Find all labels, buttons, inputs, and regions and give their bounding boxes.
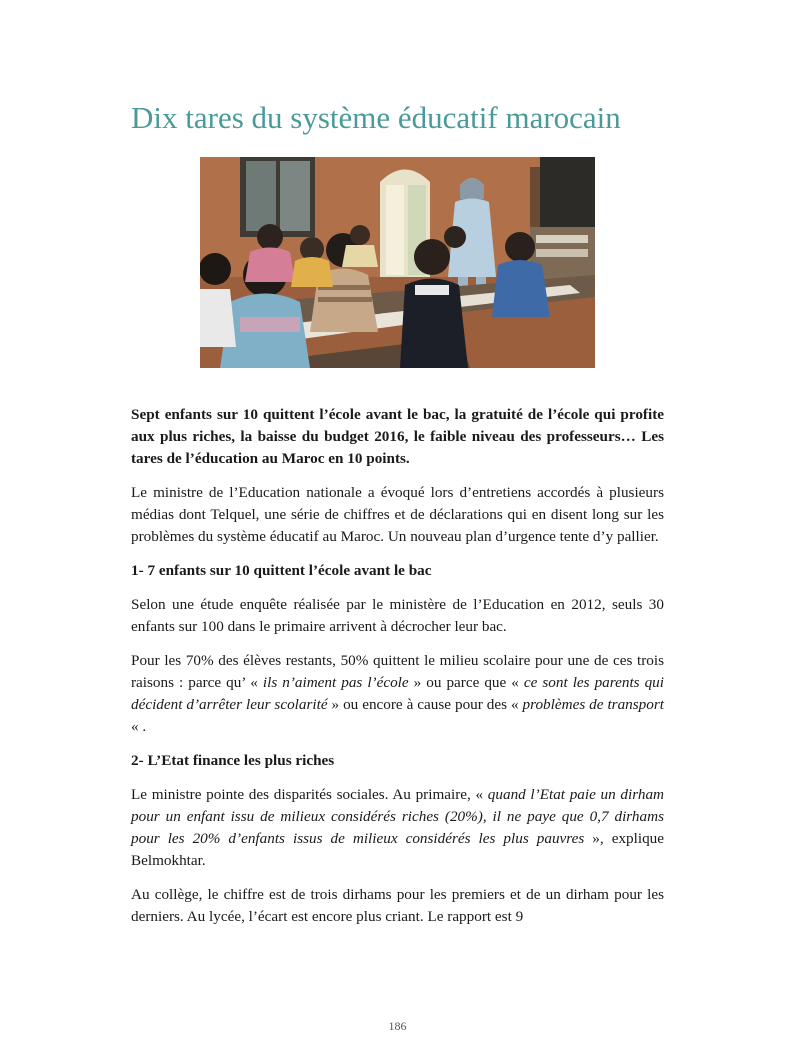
section2-paragraph-2: Au collège, le chiffre est de trois dirhams pour les premiers et de un dirham pour les derniers. Au lycée, l’écart est encore plus criant. Le rapport est 9 <box>131 886 664 925</box>
section1-paragraph-2 <box>131 650 664 738</box>
section1-paragraph-1: Selon une étude enquête réalisée par le ministère de l’Education en 2012, seuls 30 enfants sur 100 dans le primaire arrivent à décrocher leur bac. <box>131 596 664 635</box>
text-span: » ou encore à cause pour des « <box>327 696 523 713</box>
quote-span: ce sont les parents qui décident d’arrêter leur scolarité <box>131 674 664 713</box>
text-span: Pour les 70% des élèves restants, 50% quittent le milieu scolaire pour une de ces trois raisons : parce qu’ « <box>131 652 664 691</box>
quote-span: quand l’Etat paie un dirham pour un enfant issu de milieux considérés riches (20%), il ne paye que 0,7 dirhams pour les 20% d’enfants issus de milieux considérés les plus pauvres <box>131 786 665 847</box>
section2-paragraph-1 <box>131 784 664 872</box>
page-title: Dix tares du système éducatif marocain <box>131 100 621 135</box>
text-span: » ou parce que « <box>408 674 524 691</box>
page-number: 186 <box>388 1019 407 1033</box>
text-span: », explique Belmokhtar. <box>131 830 665 869</box>
intro-paragraph: Le ministre de l’Education nationale a évoqué lors d’entretiens accordés à plusieurs médias dont Telquel, une série de chiffres et de déclarations qui en disent long sur les problèmes du système éducatif au Maroc. Un nouveau plan d’urgence tente d’y pallier. <box>131 484 664 545</box>
quote-span: ils n’aiment pas l’école <box>262 674 409 691</box>
text-span: « . <box>131 718 147 735</box>
classroom-photo <box>200 157 595 368</box>
text-span: Le ministre pointe des disparités sociales. Au primaire, « <box>131 786 488 803</box>
section-heading-2: 2- L’Etat finance les plus riches <box>131 752 335 769</box>
section-heading-1: 1- 7 enfants sur 10 quittent l’école avant le bac <box>131 562 432 579</box>
lead-paragraph: Sept enfants sur 10 quittent l’école avant le bac, la gratuité de l’école qui profite aux plus riches, la baisse du budget 2016, le faible niveau des professeurs… Les tares de l’éducation au Maroc en 10 points. <box>131 406 664 467</box>
article-body <box>131 404 664 940</box>
quote-span: problèmes de transport <box>522 696 664 713</box>
